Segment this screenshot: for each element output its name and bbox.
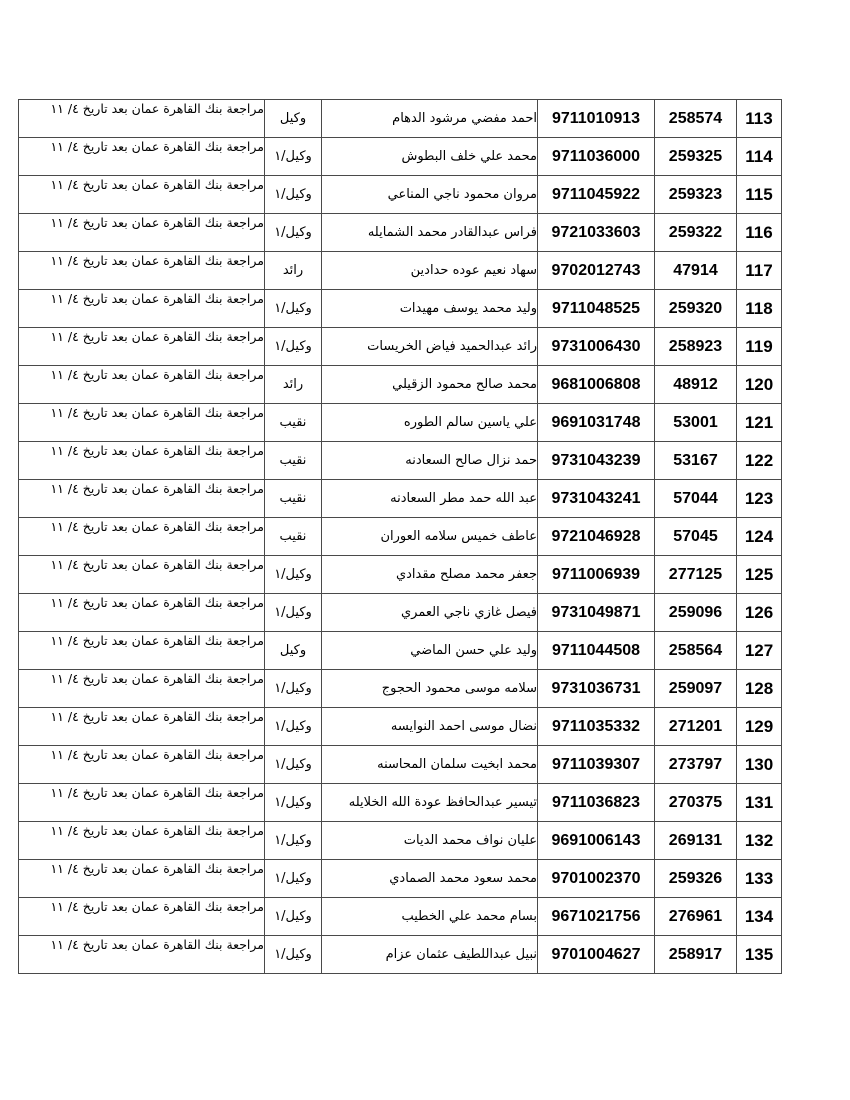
- national-number-cell: 9711036823: [538, 784, 655, 822]
- note-cell: مراجعة بنك القاهرة عمان بعد تاريخ ٤/ ١١: [19, 936, 265, 974]
- military-number-cell: 258923: [655, 328, 737, 366]
- table-row: [19, 480, 782, 518]
- note-cell: مراجعة بنك القاهرة عمان بعد تاريخ ٤/ ١١: [19, 784, 265, 822]
- person-name-cell: محمد ابخيت سلمان المحاسنه: [322, 746, 538, 784]
- row-number-cell: 126: [737, 594, 782, 632]
- national-number-cell: 9711044508: [538, 632, 655, 670]
- personnel-table: [18, 99, 782, 974]
- row-number-cell: 132: [737, 822, 782, 860]
- note-cell: مراجعة بنك القاهرة عمان بعد تاريخ ٤/ ١١: [19, 480, 265, 518]
- row-number-cell: 133: [737, 860, 782, 898]
- rank-cell: نقيب: [265, 404, 322, 442]
- person-name-cell: حمد نزال صالح السعادنه: [322, 442, 538, 480]
- military-number-cell: 259326: [655, 860, 737, 898]
- row-number-cell: 119: [737, 328, 782, 366]
- rank-cell: رائد: [265, 252, 322, 290]
- table-row: [19, 936, 782, 974]
- rank-cell: وكيل/١: [265, 594, 322, 632]
- rank-cell: وكيل/١: [265, 214, 322, 252]
- military-number-cell: 57044: [655, 480, 737, 518]
- row-number-cell: 123: [737, 480, 782, 518]
- row-number-cell: 129: [737, 708, 782, 746]
- military-number-cell: 57045: [655, 518, 737, 556]
- note-cell: مراجعة بنك القاهرة عمان بعد تاريخ ٤/ ١١: [19, 328, 265, 366]
- rank-cell: نقيب: [265, 518, 322, 556]
- person-name-cell: مروان محمود ناجي المناعي: [322, 176, 538, 214]
- table-row: [19, 898, 782, 936]
- rank-cell: وكيل/١: [265, 822, 322, 860]
- rank-cell: وكيل/١: [265, 556, 322, 594]
- military-number-cell: 269131: [655, 822, 737, 860]
- personnel-table-body: [19, 100, 782, 974]
- row-number-cell: 134: [737, 898, 782, 936]
- note-cell: مراجعة بنك القاهرة عمان بعد تاريخ ٤/ ١١: [19, 100, 265, 138]
- row-number-cell: 118: [737, 290, 782, 328]
- row-number-cell: 124: [737, 518, 782, 556]
- row-number-cell: 135: [737, 936, 782, 974]
- national-number-cell: 9671021756: [538, 898, 655, 936]
- note-cell: مراجعة بنك القاهرة عمان بعد تاريخ ٤/ ١١: [19, 138, 265, 176]
- rank-cell: وكيل/١: [265, 670, 322, 708]
- national-number-cell: 9701002370: [538, 860, 655, 898]
- person-name-cell: احمد مفضي مرشود الدهام: [322, 100, 538, 138]
- national-number-cell: 9711048525: [538, 290, 655, 328]
- person-name-cell: عبد الله حمد مطر السعادنه: [322, 480, 538, 518]
- note-cell: مراجعة بنك القاهرة عمان بعد تاريخ ٤/ ١١: [19, 860, 265, 898]
- table-row: [19, 860, 782, 898]
- military-number-cell: 276961: [655, 898, 737, 936]
- person-name-cell: بسام محمد علي الخطيب: [322, 898, 538, 936]
- national-number-cell: 9711036000: [538, 138, 655, 176]
- table-row: [19, 632, 782, 670]
- military-number-cell: 53001: [655, 404, 737, 442]
- military-number-cell: 270375: [655, 784, 737, 822]
- national-number-cell: 9702012743: [538, 252, 655, 290]
- military-number-cell: 48912: [655, 366, 737, 404]
- row-number-cell: 127: [737, 632, 782, 670]
- note-cell: مراجعة بنك القاهرة عمان بعد تاريخ ٤/ ١١: [19, 252, 265, 290]
- row-number-cell: 131: [737, 784, 782, 822]
- row-number-cell: 125: [737, 556, 782, 594]
- rank-cell: وكيل/١: [265, 290, 322, 328]
- person-name-cell: تيسير عبدالحافظ عودة الله الخلايله: [322, 784, 538, 822]
- national-number-cell: 9701004627: [538, 936, 655, 974]
- table-row: [19, 746, 782, 784]
- person-name-cell: عليان نواف محمد الديات: [322, 822, 538, 860]
- person-name-cell: جعفر محمد مصلح مقدادي: [322, 556, 538, 594]
- table-row: [19, 176, 782, 214]
- note-cell: مراجعة بنك القاهرة عمان بعد تاريخ ٤/ ١١: [19, 556, 265, 594]
- rank-cell: نقيب: [265, 480, 322, 518]
- rank-cell: وكيل: [265, 632, 322, 670]
- note-cell: مراجعة بنك القاهرة عمان بعد تاريخ ٤/ ١١: [19, 214, 265, 252]
- row-number-cell: 114: [737, 138, 782, 176]
- table-row: [19, 670, 782, 708]
- note-cell: مراجعة بنك القاهرة عمان بعد تاريخ ٤/ ١١: [19, 708, 265, 746]
- national-number-cell: 9711010913: [538, 100, 655, 138]
- military-number-cell: 259325: [655, 138, 737, 176]
- rank-cell: وكيل/١: [265, 898, 322, 936]
- row-number-cell: 117: [737, 252, 782, 290]
- person-name-cell: محمد سعود محمد الصمادي: [322, 860, 538, 898]
- table-row: [19, 708, 782, 746]
- note-cell: مراجعة بنك القاهرة عمان بعد تاريخ ٤/ ١١: [19, 442, 265, 480]
- national-number-cell: 9731049871: [538, 594, 655, 632]
- national-number-cell: 9691006143: [538, 822, 655, 860]
- military-number-cell: 53167: [655, 442, 737, 480]
- rank-cell: وكيل/١: [265, 936, 322, 974]
- national-number-cell: 9731006430: [538, 328, 655, 366]
- person-name-cell: نضال موسى احمد النوايسه: [322, 708, 538, 746]
- national-number-cell: 9681006808: [538, 366, 655, 404]
- table-row: [19, 822, 782, 860]
- note-cell: مراجعة بنك القاهرة عمان بعد تاريخ ٤/ ١١: [19, 366, 265, 404]
- note-cell: مراجعة بنك القاهرة عمان بعد تاريخ ٤/ ١١: [19, 898, 265, 936]
- rank-cell: وكيل/١: [265, 138, 322, 176]
- note-cell: مراجعة بنك القاهرة عمان بعد تاريخ ٤/ ١١: [19, 290, 265, 328]
- person-name-cell: فراس عبدالقادر محمد الشمايله: [322, 214, 538, 252]
- table-row: [19, 214, 782, 252]
- row-number-cell: 128: [737, 670, 782, 708]
- national-number-cell: 9691031748: [538, 404, 655, 442]
- note-cell: مراجعة بنك القاهرة عمان بعد تاريخ ٤/ ١١: [19, 176, 265, 214]
- rank-cell: رائد: [265, 366, 322, 404]
- row-number-cell: 120: [737, 366, 782, 404]
- national-number-cell: 9711006939: [538, 556, 655, 594]
- note-cell: مراجعة بنك القاهرة عمان بعد تاريخ ٤/ ١١: [19, 404, 265, 442]
- person-name-cell: فيصل غازي ناجي العمري: [322, 594, 538, 632]
- rank-cell: وكيل/١: [265, 328, 322, 366]
- person-name-cell: محمد صالح محمود الزقيلي: [322, 366, 538, 404]
- person-name-cell: سلامه موسى محمود الحجوج: [322, 670, 538, 708]
- table-row: [19, 290, 782, 328]
- rank-cell: وكيل/١: [265, 746, 322, 784]
- national-number-cell: 9731036731: [538, 670, 655, 708]
- military-number-cell: 259096: [655, 594, 737, 632]
- table-row: [19, 100, 782, 138]
- national-number-cell: 9721033603: [538, 214, 655, 252]
- rank-cell: وكيل/١: [265, 176, 322, 214]
- note-cell: مراجعة بنك القاهرة عمان بعد تاريخ ٤/ ١١: [19, 594, 265, 632]
- row-number-cell: 130: [737, 746, 782, 784]
- national-number-cell: 9731043239: [538, 442, 655, 480]
- rank-cell: وكيل: [265, 100, 322, 138]
- national-number-cell: 9721046928: [538, 518, 655, 556]
- table-row: [19, 404, 782, 442]
- rank-cell: وكيل/١: [265, 860, 322, 898]
- military-number-cell: 259322: [655, 214, 737, 252]
- table-row: [19, 138, 782, 176]
- table-row: [19, 518, 782, 556]
- national-number-cell: 9711045922: [538, 176, 655, 214]
- row-number-cell: 116: [737, 214, 782, 252]
- note-cell: مراجعة بنك القاهرة عمان بعد تاريخ ٤/ ١١: [19, 822, 265, 860]
- rank-cell: وكيل/١: [265, 784, 322, 822]
- military-number-cell: 277125: [655, 556, 737, 594]
- row-number-cell: 113: [737, 100, 782, 138]
- national-number-cell: 9731043241: [538, 480, 655, 518]
- military-number-cell: 259320: [655, 290, 737, 328]
- military-number-cell: 273797: [655, 746, 737, 784]
- person-name-cell: نبيل عبداللطيف عثمان عزام: [322, 936, 538, 974]
- person-name-cell: محمد علي خلف البطوش: [322, 138, 538, 176]
- person-name-cell: علي ياسين سالم الطوره: [322, 404, 538, 442]
- table-row: [19, 442, 782, 480]
- rank-cell: نقيب: [265, 442, 322, 480]
- military-number-cell: 259323: [655, 176, 737, 214]
- national-number-cell: 9711035332: [538, 708, 655, 746]
- table-row: [19, 594, 782, 632]
- note-cell: مراجعة بنك القاهرة عمان بعد تاريخ ٤/ ١١: [19, 632, 265, 670]
- table-row: [19, 366, 782, 404]
- person-name-cell: سهاد نعيم عوده حدادين: [322, 252, 538, 290]
- person-name-cell: وليد محمد يوسف مهيدات: [322, 290, 538, 328]
- note-cell: مراجعة بنك القاهرة عمان بعد تاريخ ٤/ ١١: [19, 746, 265, 784]
- person-name-cell: وليد علي حسن الماضي: [322, 632, 538, 670]
- note-cell: مراجعة بنك القاهرة عمان بعد تاريخ ٤/ ١١: [19, 518, 265, 556]
- note-cell: مراجعة بنك القاهرة عمان بعد تاريخ ٤/ ١١: [19, 670, 265, 708]
- row-number-cell: 122: [737, 442, 782, 480]
- military-number-cell: 47914: [655, 252, 737, 290]
- person-name-cell: عاطف خميس سلامه العوران: [322, 518, 538, 556]
- table-row: [19, 556, 782, 594]
- military-number-cell: 259097: [655, 670, 737, 708]
- national-number-cell: 9711039307: [538, 746, 655, 784]
- rank-cell: وكيل/١: [265, 708, 322, 746]
- row-number-cell: 121: [737, 404, 782, 442]
- table-row: [19, 252, 782, 290]
- table-row: [19, 328, 782, 366]
- military-number-cell: 271201: [655, 708, 737, 746]
- military-number-cell: 258574: [655, 100, 737, 138]
- table-row: [19, 784, 782, 822]
- row-number-cell: 115: [737, 176, 782, 214]
- military-number-cell: 258564: [655, 632, 737, 670]
- person-name-cell: رائد عبدالحميد فياض الخريسات: [322, 328, 538, 366]
- military-number-cell: 258917: [655, 936, 737, 974]
